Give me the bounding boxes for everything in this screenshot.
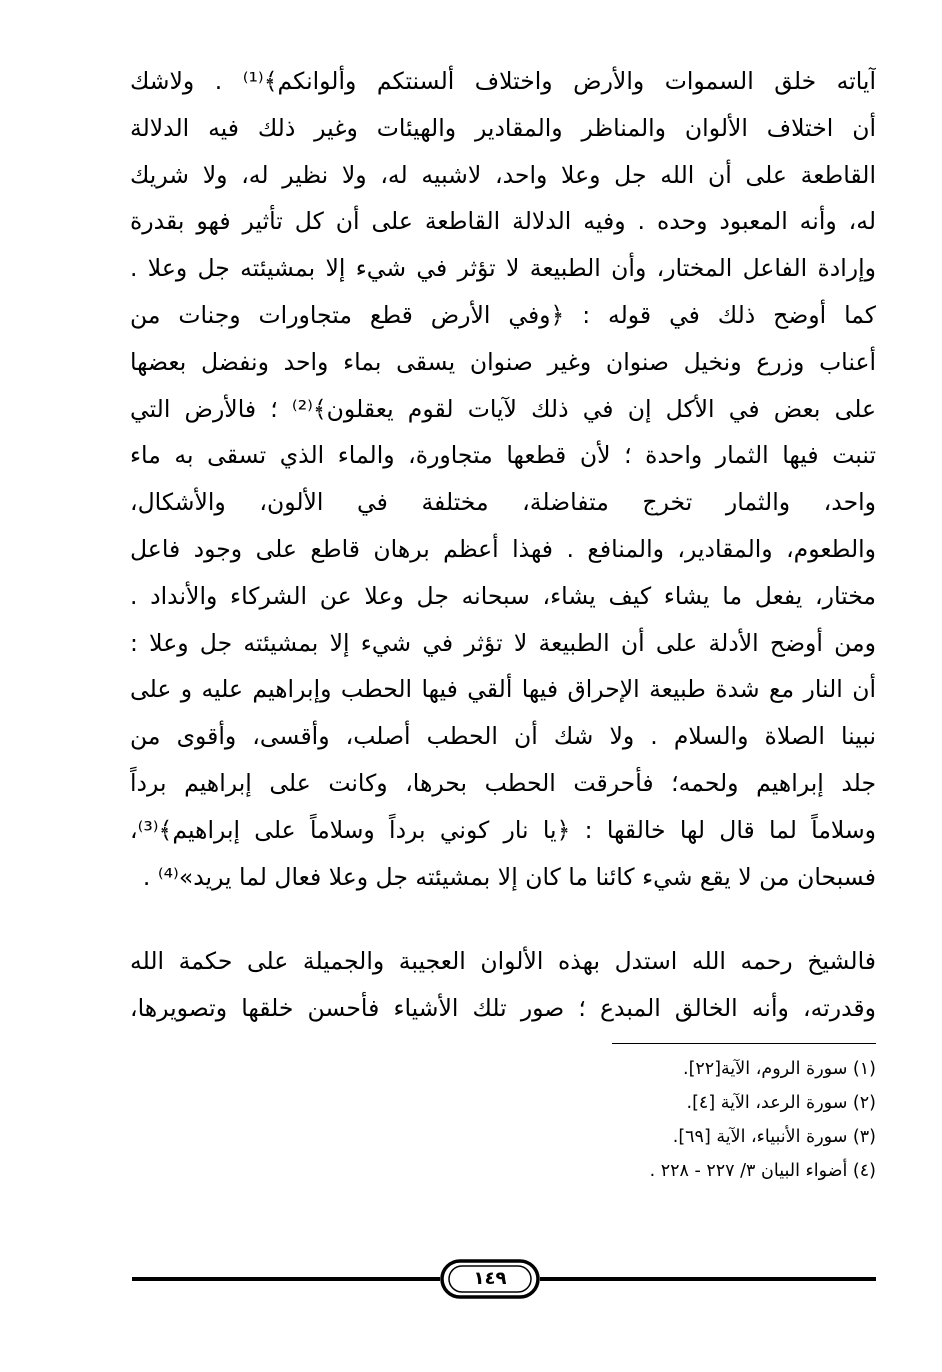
footnote: (٢) سورة الرعد، الآية [٤]. [686,1093,876,1113]
text-line: وإرادة الفاعل المختار، وأن الطبيعة لا تؤثر في شيء إلا بمشيئته جل وعلا . [130,254,876,283]
page-number: ١٤٩ [473,1268,507,1289]
text-line: فالشيخ رحمه الله استدل بهذه الألوان العجيبة والجميلة على حكمة الله [130,947,876,975]
text-line: واحد، والثمار تخرج متفاضلة، مختلفة في الألون، والأشكال، [130,488,876,517]
footnote: (١) سورة الروم، الآية[٢٢]. [683,1059,876,1079]
text-line: ومن أوضح الأدلة على أن الطبيعة لا تؤثر في شيء إلا بمشيئته جل وعلا : [130,628,876,657]
text-line: آياته خلق السموات والأرض واختلاف ألسنتكم وألوانكم﴾⁽¹⁾ . ولاشك [130,67,876,95]
text-line: وقدرته، وأنه الخالق المبدع ؛ صور تلك الأشياء فأحسن خلقها وتصويرها، [130,993,876,1022]
text-line: وسلاماً لما قال لها خالقها : ﴿يا نار كوني برداً وسلاماً على إبراهيم﴾⁽³⁾، [130,815,876,844]
footnote: (٤) أضواء البيان ٣/ ٢٢٧ - ٢٢٨ . [649,1161,876,1181]
footnote: (٣) سورة الأنبياء، الآية [٦٩]. [672,1127,876,1147]
text-line: فسبحان من لا يقع شيء كائنا ما كان إلا بمشيئته جل وعلا فعال لما يريد»⁽⁴⁾ . [142,862,876,891]
text-line: كما أوضح ذلك في قوله : ﴿وفي الأرض قطع متجاورات وجنات من [130,300,876,329]
text-line: له، وأنه المعبود وحده . وفيه الدلالة القاطعة على أن كل تأثير فهو بقدرة [130,207,876,236]
text-line: أعناب وزرع ونخيل صنوان وغير صنوان يسقى بماء واحد ونفضل بعضها [130,347,876,376]
text-line: نبينا الصلاة والسلام . ولا شك أن الحطب أصلب، وأقسى، وأقوى من [130,722,876,751]
text-line: أن النار مع شدة طبيعة الإحراق فيها ألقي فيها الحطب وإبراهيم عليه و على [130,675,876,704]
text-line: على بعض في الأكل إن في ذلك لآيات لقوم يعقلون﴾⁽²⁾ ؛ فالأرض التي [130,394,876,423]
text-line: القاطعة على أن الله جل وعلا واحد، لاشبيه له، ولا نظير له، ولا شريك [130,160,876,189]
text-line: والطعوم، والمقادير، والمنافع . فهذا أعظم برهان قاطع على وجود فاعل [130,534,876,563]
text-line: أن اختلاف الألوان والمناظر والمقادير والهيئات وغير ذلك فيه الدلالة [130,113,876,142]
text-line: مختار، يفعل ما يشاء كيف يشاء، سبحانه جل وعلا عن الشركاء والأنداد . [130,581,876,610]
text-line: تنبت فيها الثمار واحدة ؛ لأن قطعها متجاورة، والماء الذي تسقى به ماء [130,441,876,470]
text-line: جلد إبراهيم ولحمه؛ فأحرقت الحطب بحرها، وكانت على إبراهيم برداً [130,768,876,797]
